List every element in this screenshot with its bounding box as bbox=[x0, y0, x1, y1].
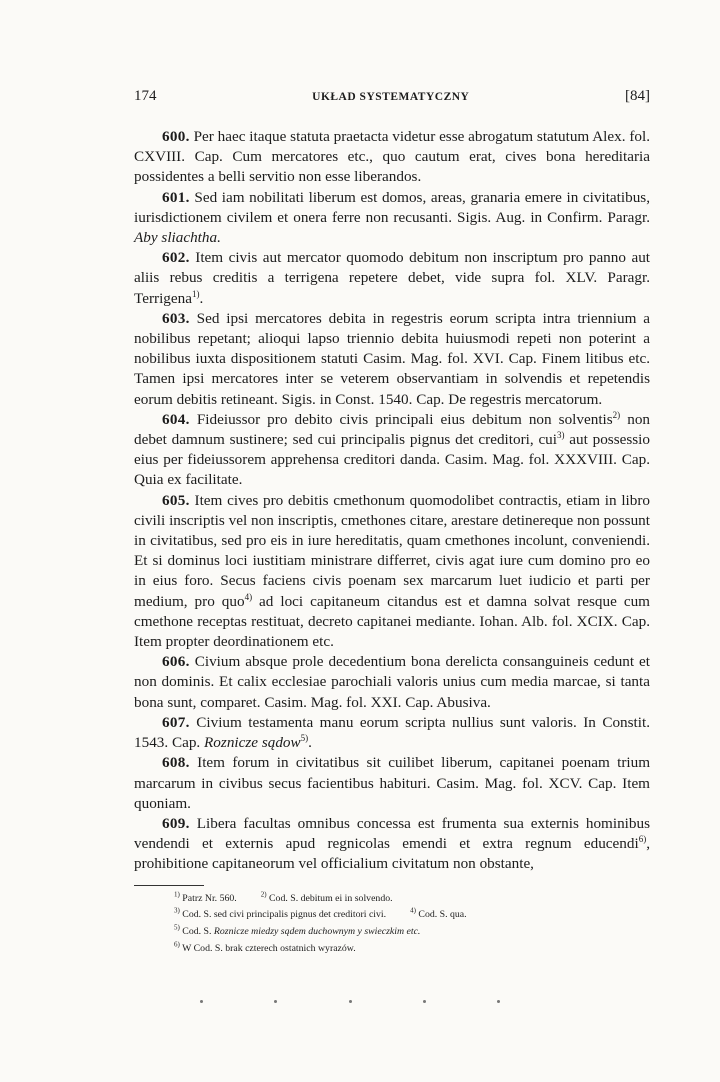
speck bbox=[200, 1000, 203, 1003]
footnote-text: W Cod. S. brak czterech ostatnich wyrazów. bbox=[182, 942, 356, 954]
footnote-marker: 3) bbox=[557, 429, 565, 440]
paragraph-text: aut possessio eius per fideiussorem apprehensa creditori danda. Casim. Mag. fol. XXXVIII. Cap. Quia ex facilitate. bbox=[134, 431, 650, 489]
page-number: 174 bbox=[134, 88, 157, 104]
footnote-line bbox=[134, 907, 650, 924]
paragraph-text: Per haec itaque statuta praetacta videtur esse abrogatum statutum Alex. fol. CXVIII. Cap. Cum mercatores etc., quo cautum erat, cives bona hereditaria possidentes a belli servitio non esse liberandos. bbox=[134, 128, 650, 186]
paragraph-text: Item civis aut mercator quomodo debitum non inscriptum pro panno aut aliis rebus creditis a terrigena repetere debet, vide supra fol. XLV. Paragr. Terrigena bbox=[134, 249, 651, 307]
paragraph-600 bbox=[134, 127, 650, 188]
footnote-mark: 4) bbox=[410, 907, 416, 916]
footnote-italic: Roznicze miedzy sądem duchownym y swieczkim etc. bbox=[213, 926, 421, 938]
footnote-text: Cod. S. debitum ei in solvendo. bbox=[269, 892, 393, 904]
paragraph-text: Sed iam nobilitati liberum est domos, areas, granaria emere in civitatibus, iurisdictionem civilem et onera ferre non recusanti. Sigis. Aug. in Confirm. Paragr. bbox=[134, 188, 650, 226]
paragraph-text: Libera facultas omnibus concessa est frumenta sua externis hominibus vendendi et externis apud regnicolas emendi et extra regnum educendi bbox=[134, 814, 650, 853]
section-number: [84] bbox=[625, 88, 650, 104]
paragraph-number: 604. bbox=[162, 410, 190, 428]
paragraph-number: 607. bbox=[162, 713, 190, 731]
footnote-text: Cod. S. sed civi principalis pignus det creditori civi. bbox=[182, 909, 387, 921]
running-title: UKŁAD SYSTEMATYCZNY bbox=[312, 91, 470, 103]
footnote-marker: 4) bbox=[244, 591, 253, 602]
paragraph-text: , prohibitione capitaneorum vel officialium civitatum non obstante, bbox=[134, 835, 650, 873]
footnote-mark: 3) bbox=[174, 907, 180, 916]
paragraph-601 bbox=[134, 188, 650, 249]
footnote-divider bbox=[134, 885, 204, 886]
paragraph-number: 609. bbox=[162, 814, 190, 832]
footnote-marker: 1) bbox=[191, 288, 200, 299]
paragraph-number: 605. bbox=[162, 491, 190, 509]
page bbox=[134, 88, 650, 958]
paragraph-609 bbox=[134, 814, 650, 875]
paragraph-602 bbox=[134, 248, 650, 309]
footnote-line bbox=[134, 924, 650, 941]
speck bbox=[497, 1000, 500, 1003]
paragraph-607 bbox=[134, 713, 650, 753]
paragraph-number: 606. bbox=[162, 653, 190, 671]
paragraph-608 bbox=[134, 753, 650, 814]
paragraph-text: Sed ipsi mercatores debita in regestris eorum scripta intra triennium a nobilibus repetant; alioqui lapso triennio debita huiusmodi repeti non poterint a nobilibus iuxta dispositionem statuti Casim. Mag. fol. XVI. Cap. Finem litibus etc. Tamen ipsi mercatores inter se veterem observantiam in solvendis et repetendis eorum debitis retineant. Sigis. in Const. 1540. Cap. De regestris mercatorum. bbox=[134, 309, 650, 408]
paragraph-text: Fideiussor pro debito civis principali eius debitum non solventis bbox=[196, 410, 613, 428]
paragraph-text: . bbox=[308, 734, 312, 752]
paragraph-text: non debet damnum sustinere; sed cui principalis pignus det creditori, cui bbox=[134, 410, 651, 449]
speck bbox=[274, 1000, 277, 1003]
footnote-text: Cod. S. qua. bbox=[418, 909, 467, 921]
paragraph-text: Civium testamenta manu eorum scripta nullius sunt valoris. In Constit. 1543. Cap. bbox=[134, 713, 651, 752]
footnote-line bbox=[134, 941, 650, 958]
speck bbox=[349, 1000, 352, 1003]
footnote-marker: 2) bbox=[612, 409, 621, 420]
running-header bbox=[134, 88, 650, 110]
body-text bbox=[134, 127, 650, 875]
footnote-mark: 1) bbox=[174, 890, 180, 899]
italic-title: Aby sliachtha. bbox=[134, 229, 221, 247]
footnotes bbox=[134, 891, 650, 958]
speck bbox=[423, 1000, 426, 1003]
paragraph-604 bbox=[134, 410, 650, 491]
paragraph-number: 601. bbox=[162, 188, 190, 206]
paragraph-number: 603. bbox=[162, 309, 190, 327]
page-specks bbox=[200, 1000, 500, 1003]
paragraph-605 bbox=[134, 491, 650, 653]
paragraph-606 bbox=[134, 652, 650, 713]
footnote-mark: 6) bbox=[174, 940, 180, 949]
paragraph-text: . bbox=[199, 289, 204, 307]
paragraph-number: 608. bbox=[162, 754, 190, 772]
paragraph-number: 602. bbox=[162, 249, 190, 267]
paragraph-text: Civium absque prole decedentium bona derelicta consanguineis cedunt et non dominis. Et calix ecclesiae parochiali valoris unius cum media marcae, si tanta bona sunt, comparet. Casim. Mag. fol. XXI. Cap. Abusiva. bbox=[134, 653, 651, 711]
footnote-text: Cod. S. bbox=[182, 926, 214, 938]
footnote-mark: 2) bbox=[260, 890, 267, 899]
paragraph-number: 600. bbox=[162, 128, 190, 145]
footnote-marker: 6) bbox=[638, 834, 647, 845]
paragraph-text: Item forum in civitatibus sit cuilibet liberum, capitanei poenam trium marcarum in civibus secus facientibus habituri. Casim. Mag. fol. XCV. Cap. Item quoniam. bbox=[134, 754, 651, 812]
footnote-mark: 5) bbox=[174, 923, 180, 932]
footnote-text: Patrz Nr. 560. bbox=[182, 892, 237, 904]
italic-title: Roznicze sądow bbox=[204, 734, 301, 752]
paragraph-603 bbox=[134, 309, 650, 410]
footnote-line bbox=[134, 891, 650, 908]
footnote-marker: 5) bbox=[300, 733, 309, 744]
paragraph-text: Item cives pro debitis cmethonum quomodolibet contractis, etiam in libro civili inscriptis vel non inscriptis, cmethones citare, arestare detinereque non possunt in civitatibus, sed pro eis in iure hereditatis, quam cmethones incolunt, conveniendi. Et si dominus loci iustitiam ministrare differret, civis agat iure cum domino pro eo in eius foro. Secus faciens civis poenam sex marcarum luet iudicio et parti per medium, pro quo bbox=[134, 491, 651, 610]
paragraph-text: ad loci capitaneum citandus est et damna solvat resque cum cmethone receptas restituat, decreto capitanei mediante. Iohan. Alb. fol. XCIX. Cap. Item propter deordinationem etc. bbox=[134, 592, 650, 651]
